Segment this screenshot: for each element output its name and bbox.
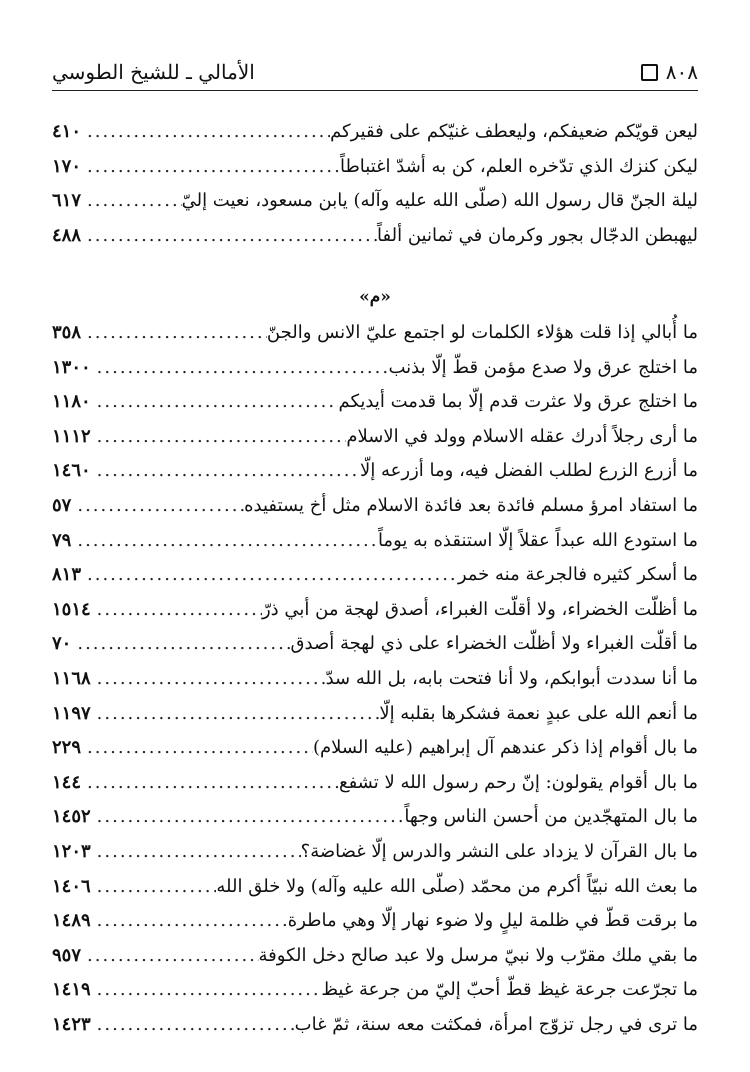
entry-number: ١٤٦٠ [52, 460, 91, 482]
dot-leader [91, 385, 339, 420]
entry-text: ما أظلّت الخضراء، ولا أقلّت الغبراء، أصدق لهجة من أبي ذرّ [261, 598, 698, 620]
index-entry [52, 973, 698, 1008]
entry-number: ٧٠ [52, 633, 72, 655]
dot-leader [81, 150, 340, 185]
entry-text: ما بقي ملك مقرّب ولا نبيّ مرسل ولا عبد صالح دخل الكوفة [258, 944, 698, 966]
dot-leader [91, 351, 389, 386]
index-entry [52, 1008, 698, 1043]
entry-number: ١٤٤ [52, 771, 82, 793]
entry-number: ٢٢٩ [52, 737, 82, 759]
dot-leader [81, 316, 267, 351]
dot-leader [91, 973, 322, 1008]
entry-number: ١٤٠٦ [52, 875, 91, 897]
entry-text: ما أقلّت الغبراء ولا أظلّت الخضراء على ذي لهجة أصدق [290, 633, 698, 655]
entry-text: ليعن قويّكم ضعيفكم، وليعطف غنيّكم على فقيركم [330, 121, 698, 142]
entry-number: ١١٦٨ [52, 667, 91, 689]
dot-leader [71, 524, 378, 559]
index-entry [52, 316, 698, 351]
index-entry [52, 489, 698, 524]
index-group-laam [52, 115, 698, 253]
entry-text: ما تجرّعت جرعة غيظ قطّ أحبّ إليّ من جرعة غيظ [321, 979, 698, 1001]
entry-text: ما بال القرآن لا يزداد على النشر والدرس إلّا غضاضة؟ [300, 840, 698, 862]
index-entry [52, 524, 698, 559]
entry-number: ٤١٠ [52, 121, 82, 142]
entry-number: ١٤٢٣ [52, 1013, 91, 1035]
index-entry [52, 800, 698, 835]
entry-text: ليلة الجنّ قال رسول الله (صلّى الله عليه وآله) يابن مسعود، نعيت إليّ [181, 190, 698, 212]
dot-leader [91, 697, 380, 732]
dot-leader [91, 870, 217, 905]
entry-text: ما أنعم الله على عبدٍ نعمة فشكرها بقلبه إلّا [379, 702, 698, 724]
entry-text: ما ترى في رجل تزوّج امرأة، فمكثت معه سنة، ثمّ غاب [294, 1013, 698, 1035]
square-ornament-icon [641, 64, 658, 81]
entry-text: ما برقت قطّ في ظلمة ليلٍ ولا ضوء نهار إلّا وهي ماطرة [287, 910, 698, 932]
index-group-meem [52, 316, 698, 1042]
dot-leader [91, 904, 288, 939]
entry-text: ما أسكر كثيره فالجرعة منه خمر [457, 564, 698, 586]
dot-leader [81, 939, 259, 974]
entry-text: ما بعث الله نبيّاً أكرم من محمّد (صلّى الله عليه وآله) ولا خلق الله [216, 875, 698, 897]
entry-number: ٣٥٨ [52, 322, 82, 343]
entry-text: ما أزرع الزرع لطلب الفضل فيه، وما أزرعه إلّا [360, 460, 698, 482]
entry-text: ليكن كنزك الذي تدّخره العلم، كن به أشدّ اغتباطاً [339, 155, 698, 177]
entry-text: ما بال أقوام إذا ذكر عندهم آل إبراهيم (عليه السلام) [312, 737, 698, 759]
entry-number: ٨١٣ [52, 564, 82, 586]
entry-number: ١٣٠٠ [52, 356, 91, 378]
entry-number: ١١١٢ [52, 425, 91, 447]
index-entry [52, 731, 698, 766]
entry-number: ١٢٠٣ [52, 840, 91, 862]
dot-leader [91, 800, 405, 835]
dot-leader [81, 115, 330, 150]
entry-text: ما استفاد امرؤ مسلم فائدة بعد فائدة الاسلام مثل أخ يستفيده [244, 494, 698, 516]
index-entry [52, 939, 698, 974]
dot-leader [81, 184, 182, 219]
index-entry [52, 351, 698, 386]
index-entry [52, 870, 698, 905]
page-number-block [641, 60, 698, 84]
entry-text: ما اختلج عرق ولا عثرت قدم إلّا بما قدمت أيديكم [338, 391, 698, 413]
entry-text: ما أرى رجلاً أدرك عقله الاسلام وولد في الاسلام [346, 425, 698, 447]
dot-leader [91, 420, 347, 455]
entry-number: ١٤٥٢ [52, 806, 91, 828]
entry-number: ٦١٧ [52, 190, 82, 212]
index-entry [52, 184, 698, 219]
dot-leader [91, 454, 360, 489]
entry-number: ٧٩ [52, 529, 72, 551]
index-entry [52, 420, 698, 455]
entry-number: ٩٥٧ [52, 944, 82, 966]
index-entry [52, 904, 698, 939]
index-entry [52, 219, 698, 254]
dot-leader [81, 219, 377, 254]
entry-text: ما أُبالي إذا قلت هؤلاء الكلمات لو اجتمع عليّ الانس والجنّ [266, 322, 698, 343]
dot-leader [91, 662, 326, 697]
entry-number: ١٧٠ [52, 155, 82, 177]
entry-text: ما اختلج عرق ولا صدع مؤمن قطّ إلّا بذنب [388, 356, 698, 378]
entry-number: ١٤١٩ [52, 979, 91, 1001]
dot-leader [91, 835, 301, 870]
entry-text: ما بال أقوام يقولون: إنّ رحم رسول الله لا تشفع [338, 771, 698, 793]
index-entry [52, 593, 698, 628]
index-entry [52, 766, 698, 801]
entry-number: ١١٨٠ [52, 391, 91, 413]
index-entry [52, 454, 698, 489]
entry-number: ١٤٨٩ [52, 910, 91, 932]
dot-leader [81, 731, 313, 766]
section-heading-meem: «م» [359, 287, 391, 307]
index-entry [52, 662, 698, 697]
entry-number: ٥٧ [52, 494, 72, 516]
entry-text: ما بال المتهجّدين من أحسن الناس وجهاً [404, 806, 698, 828]
page-number: ٨٠٨ [665, 60, 698, 84]
dot-leader [71, 627, 290, 662]
index-entry [52, 115, 698, 150]
entry-text: ما استودع الله عبداً عقلاً إلّا استنقذه به يوماً [377, 529, 698, 551]
index-entry [52, 558, 698, 593]
index-entry [52, 835, 698, 870]
running-header [52, 44, 698, 91]
entry-number: ١٥١٤ [52, 598, 91, 620]
entry-number: ١١٩٧ [52, 702, 91, 724]
entry-text: ليهبطن الدجّال بجور وكرمان في ثمانين ألفاً [377, 224, 698, 246]
book-title: الأمالي ـ للشيخ الطوسي [52, 60, 255, 84]
dot-leader [81, 558, 458, 593]
index-entry [52, 385, 698, 420]
dot-leader [71, 489, 244, 524]
index-entry [52, 150, 698, 185]
entry-number: ٤٨٨ [52, 224, 82, 246]
dot-leader [91, 593, 262, 628]
index-entry [52, 627, 698, 662]
dot-leader [81, 766, 339, 801]
entry-text: ما أنا سددت أبوابكم، ولا أنا فتحت بابه، بل الله سدّ [325, 667, 698, 689]
index-entry [52, 697, 698, 732]
dot-leader [91, 1008, 295, 1043]
